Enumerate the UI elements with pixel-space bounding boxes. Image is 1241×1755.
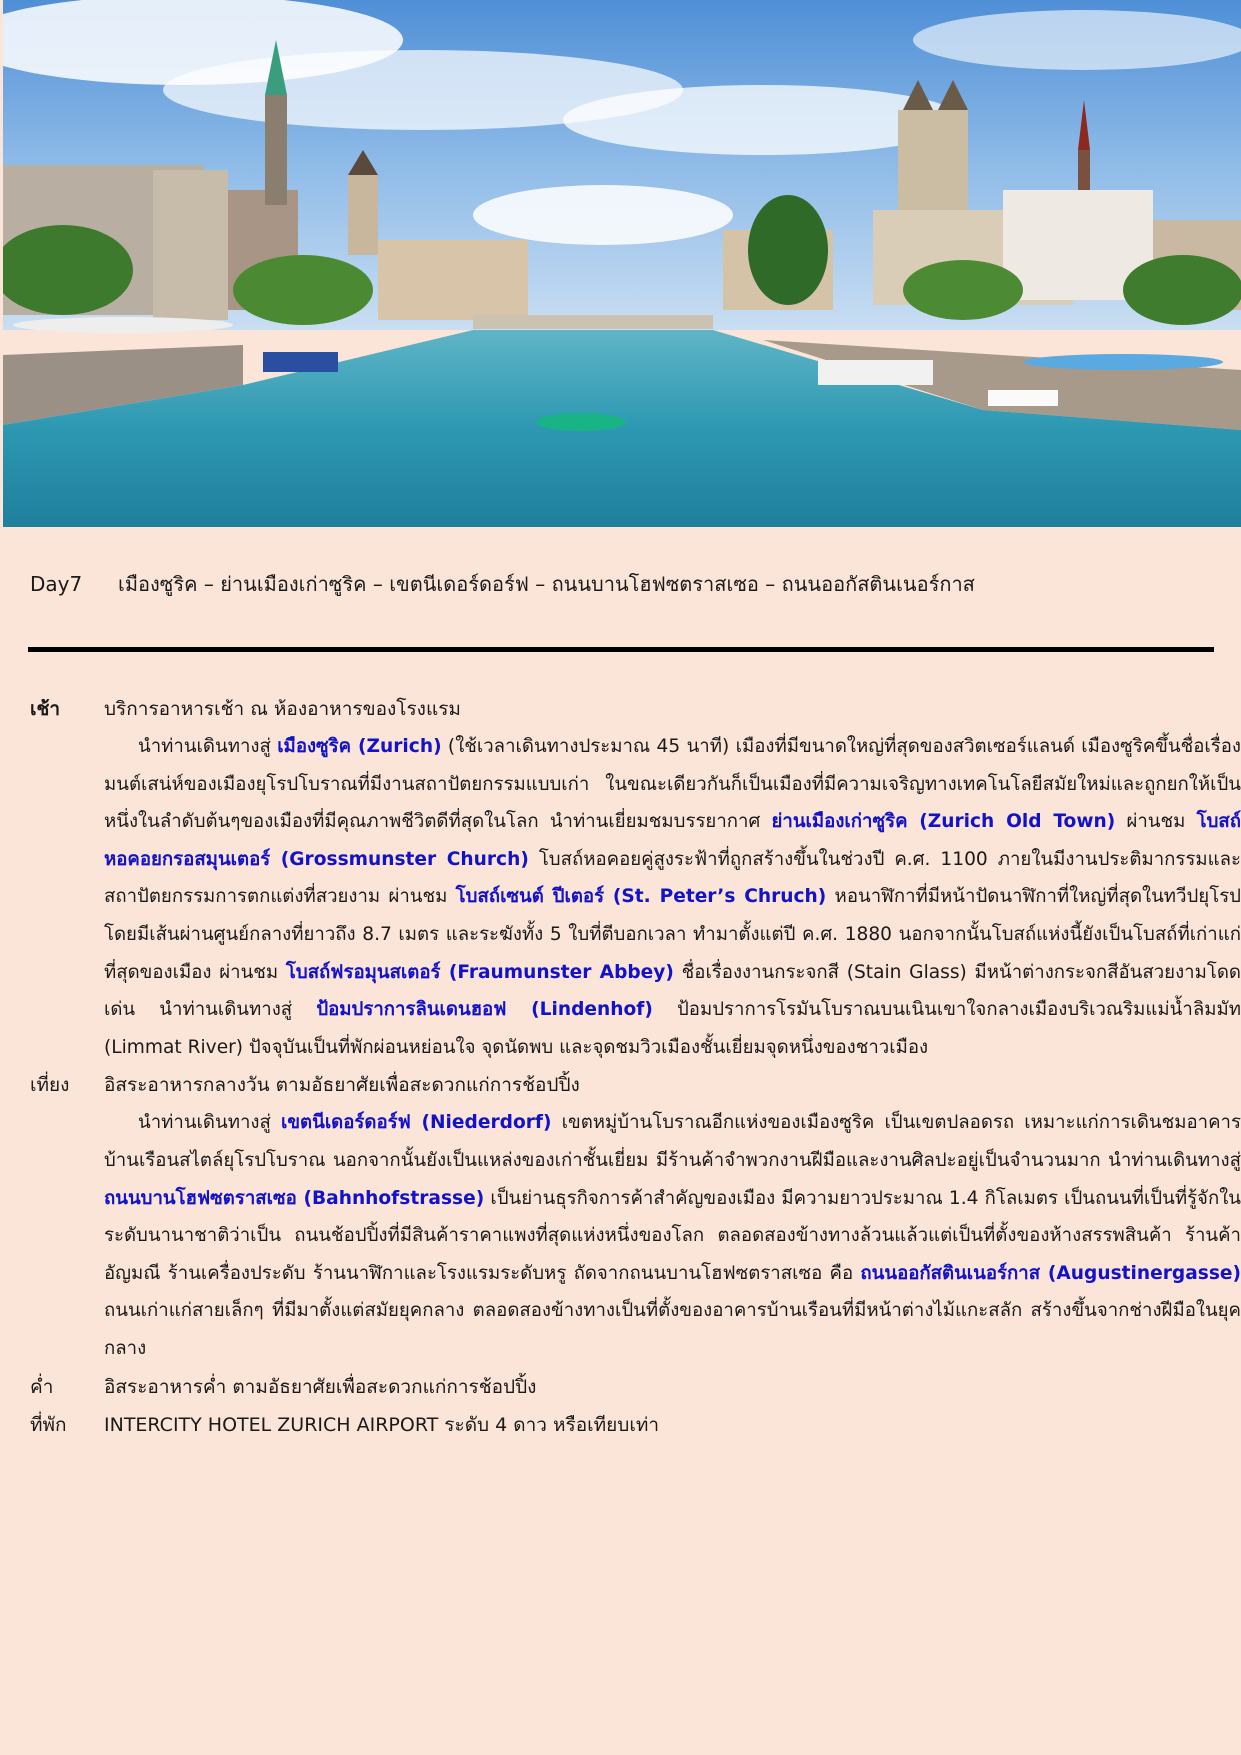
lunch-label: เที่ยง <box>30 1074 70 1097</box>
highlight-old-town: ย่านเมืองเก่าซูริค (Zurich Old Town) <box>771 811 1116 833</box>
para-text: ถนนเก่าแก่สายเล็กๆ ที่มีมาตั้งแต่สมัยยุคกลาง ตลอดสองข้างทางเป็นที่ตั้งของอาคารบ้านเรือนที่มีหน้าต่างไม้แกะสลัก สร้างขึ้นจากช่างฝีมือในยุคกลาง <box>104 1300 1241 1359</box>
highlight-lindenhof: ป้อมปราการลินเดนฮอฟ (Lindenhof) <box>316 999 653 1021</box>
para-text: ป้อมปราการโรมันโบราณบนเนินเขาใจกลางเมืองบริเวณริมแม่น้ำลิมมัท (Limmat River) ปัจจุบันเป็นที่พักผ่อนหย่อนใจ จุดนัดพบ และจุดชมวิวเมืองชั้นเยี่ยมจุดหนึ่งของชาวเมือง <box>104 999 1241 1058</box>
dinner-row <box>30 1368 1211 1406</box>
highlight-st-peter: โบสถ์เซนต์ ปีเตอร์ (St. Peter’s Chruch) <box>455 886 827 908</box>
breakfast-text: บริการอาหารเช้า ณ ห้องอาหารของโรงแรม <box>104 698 461 720</box>
para-text: นำท่านเดินทางสู่ <box>138 736 278 757</box>
itinerary-content <box>30 690 1241 1444</box>
breakfast-label: เช้า <box>30 698 61 720</box>
para-text: โบสถ์หอคอยคู่สูงระฟ้าที่ถูกสร้างขึ้นในช่วงปี ค.ศ. 1100 ภายในมีงานประติมากรรมและสถาปัตยกรรมการตกแต่งที่สวยงาม ผ่านชม <box>104 848 1241 908</box>
hotel-label: ที่พัก <box>30 1413 67 1436</box>
hotel-row <box>30 1406 1211 1444</box>
morning-paragraph <box>104 728 1241 1066</box>
highlight-bahnhofstrasse: ถนนบานโฮฟซตราสเซอ (Bahnhofstrasse) <box>104 1187 485 1209</box>
lunch-row <box>30 1066 1211 1104</box>
day-title: เมืองซูริค – ย่านเมืองเก่าซูริค – เขตนีเดอร์ดอร์ฟ – ถนนบานโฮฟซตราสเซอ – ถนนออกัสตินเนอร์กาส <box>118 572 975 596</box>
highlight-zurich: เมืองซูริค (Zurich) <box>277 736 442 757</box>
highlight-grossmunster: โบสถ์หอคอยกรอสมุนเตอร์ (Grossmunster Church) <box>104 811 1241 870</box>
para-text: เป็นย่านธุรกิจการค้าสำคัญของเมือง มีความยาวประมาณ 1.4 กิโลเมตร เป็นถนนที่เป็นที่รู้จักในระดับนานาชาติว่าเป็น ถนนช้อปปิ้งที่มีสินค้าราคาแพงที่สุดแห่งหนึ่งของโลก ตลอดสองข้างทางล้วนแล้วแต่เป็นที่ตั้งของห้างสรรพสินค้า ร้านค้าอัญมณี ร้านเครื่องประดับ ร้านนาฬิกาและโรงแรมระดับหรู ถัดจากถนนบานโฮฟซตราสเซอ คือ <box>104 1187 1241 1284</box>
dinner-label: ค่ำ <box>30 1375 54 1398</box>
para-text: เขตหมู่บ้านโบราณอีกแห่งของเมืองซูริค เป็นเขตปลอดรถ เหมาะแก่การเดินชมอาคารบ้านเรือนสไตล์ยุโรปโบราณ นอกจากนั้นยังเป็นแหล่งของเก่าชั้นเยี่ยม มีร้านค้าจำพวกงานฝีมือและงานศิลปะอยู่เป็นจำนวนมาก นำท่านเดินทางสู่ <box>104 1112 1241 1171</box>
para-text: หอนาฬิกาที่มีหน้าปัดนาฬิกาที่ใหญ่ที่สุดในทวีปยุโรป โดยมีเส้นผ่านศูนย์กลางที่ยาวถึง 8.7 เมตร และระฆังทั้ง 5 ใบที่ตีบอกเวลา ทำมาตั้งแต่ปี ค.ศ. 1880 นอกจากนั้นโบสถ์แห่งนี้ยังเป็นโบสถ์ที่เก่าแก่ที่สุดของเมือง ผ่านชม <box>104 886 1241 983</box>
hero-photo-zurich <box>3 0 1241 527</box>
highlight-augustinergasse: ถนนออกัสตินเนอร์กาส (Augustinergasse) <box>860 1262 1241 1284</box>
day-header <box>30 568 1220 600</box>
lunch-text: อิสระอาหารกลางวัน ตามอัธยาศัยเพื่อสะดวกแก่การช้อปปิ้ง <box>104 1074 580 1097</box>
header-divider <box>28 647 1214 652</box>
para-text: ผ่านชม <box>1115 811 1197 833</box>
day-label: Day7 <box>30 572 83 596</box>
breakfast-row <box>30 690 1211 728</box>
para-text: (ใช้เวลาเดินทางประมาณ 45 นาที) เมืองที่มีขนาดใหญ่ที่สุดของสวิตเซอร์แลนด์ เมืองซูริคขึ้นชื่อเรื่องมนต์เสน่ห์ของเมืองยุโรปโบราณที่มีงานสถาปัตยกรรมแบบเก่า ในขณะเดียวกันก็เป็นเมืองที่มีความเจริญทางเทคโนโลยีสมัยใหม่และถูกยกให้เป็นหนึ่งในลำดับต้นๆของเมืองที่มีคุณภาพชีวิตดีที่สุดในโลก นำท่านเยี่ยมชมบรรยากาศ <box>104 736 1241 833</box>
highlight-fraumunster: โบสถ์ฟรอมุนสเตอร์ (Fraumunster Abbey) <box>285 961 674 983</box>
dinner-text: อิสระอาหารค่ำ ตามอัธยาศัยเพื่อสะดวกแก่การช้อปปิ้ง <box>104 1375 537 1398</box>
hotel-text: INTERCITY HOTEL ZURICH AIRPORT ระดับ 4 ดาว หรือเทียบเท่า <box>104 1413 660 1436</box>
para-text: นำท่านเดินทางสู่ <box>138 1112 281 1134</box>
para-text: ชื่อเรื่องงานกระจกสี (Stain Glass) มีหน้าต่างกระจกสีอันสวยงามโดดเด่น นำท่านเดินทางสู่ <box>104 961 1241 1021</box>
highlight-niederdorf: เขตนีเดอร์ดอร์ฟ (Niederdorf) <box>280 1112 552 1134</box>
afternoon-paragraph <box>104 1104 1241 1367</box>
